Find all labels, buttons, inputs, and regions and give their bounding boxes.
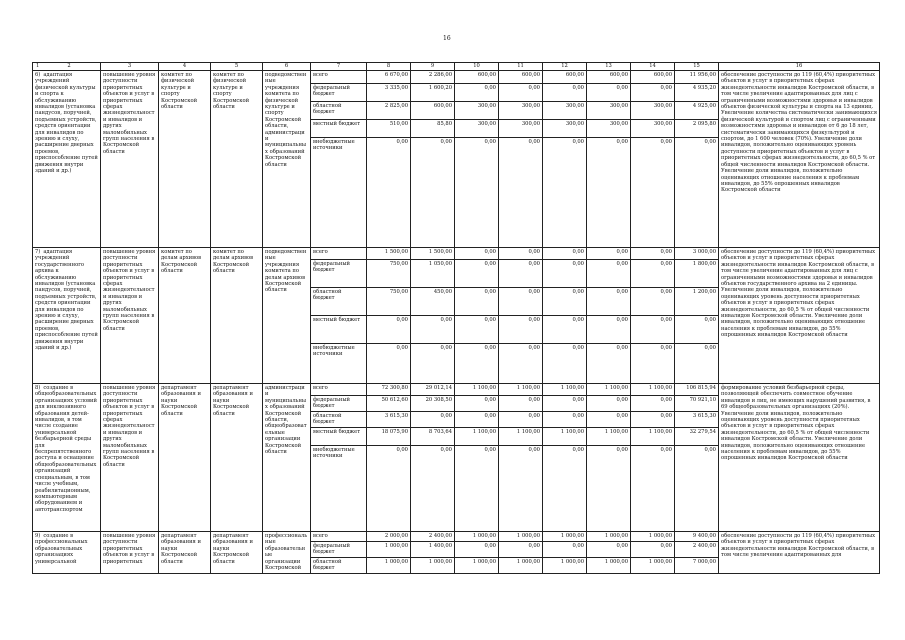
funding-amount: 0,00 — [543, 542, 587, 558]
funding-amount: 0,00 — [631, 288, 675, 316]
funding-amount: 3 615,30 — [367, 412, 411, 428]
funding-amount: 0,00 — [587, 446, 631, 532]
funding-amount: 1 100,00 — [499, 384, 543, 396]
finance-row — [33, 248, 880, 260]
activity-goal: повышение уровня доступности приоритетных объектов и услуг в приоритетных — [101, 532, 159, 574]
funding-amount: 1 100,00 — [543, 428, 587, 446]
funding-amount: 0,00 — [499, 260, 543, 288]
funding-amount: 300,00 — [499, 120, 543, 138]
funding-source: местный бюджет — [311, 120, 367, 138]
funding-amount: 32 279,54 — [675, 428, 719, 446]
funding-amount: 0,00 — [543, 288, 587, 316]
funding-amount: 1 100,00 — [587, 428, 631, 446]
column-number-header: 13 — [587, 63, 631, 71]
funding-amount: 0,00 — [587, 396, 631, 412]
funding-amount: 0,00 — [543, 344, 587, 384]
funding-amount: 1 000,00 — [543, 532, 587, 542]
funding-source: областной бюджет — [311, 557, 367, 573]
funding-amount: 0,00 — [499, 288, 543, 316]
column-number: 1 — [36, 63, 40, 69]
column-number-header: 6 — [263, 63, 311, 71]
funding-amount: 0,00 — [499, 138, 543, 248]
funding-amount: 0,00 — [455, 446, 499, 532]
funding-amount: 0,00 — [455, 344, 499, 384]
expected-result: обеспечение доступности до 119 (60,4%) приоритетных объектов и услуг в приоритетных сферах жизнедеятельности инвалидов Костромской области, в том числе увеличение адаптированных для — [719, 532, 880, 574]
funding-amount: 1 000,00 — [455, 557, 499, 573]
funding-amount: 70 921,10 — [675, 396, 719, 412]
activity-goal: повышение уровня доступности приоритетных объектов и услуг в приоритетных сферах жизнедеятельности инвалидов и других маломобильных групп населения в Костромской области — [101, 71, 159, 248]
funding-amount: 2 400,00 — [675, 542, 719, 558]
funding-amount: 20 308,50 — [411, 396, 455, 412]
funding-amount: 600,00 — [631, 71, 675, 84]
funding-amount: 2 095,80 — [675, 120, 719, 138]
funding-amount: 1 000,00 — [499, 557, 543, 573]
funding-source: федеральный бюджет — [311, 84, 367, 102]
activity-number: 6) — [35, 72, 41, 78]
funding-amount: 18 075,90 — [367, 428, 411, 446]
funding-amount: 0,00 — [367, 138, 411, 248]
funding-amount: 0,00 — [455, 138, 499, 248]
funding-amount: 2 000,00 — [367, 532, 411, 542]
funding-amount: 300,00 — [587, 120, 631, 138]
funding-amount: 0,00 — [587, 344, 631, 384]
funding-amount: 0,00 — [499, 396, 543, 412]
funding-amount: 1 000,00 — [411, 557, 455, 573]
funding-amount: 0,00 — [587, 316, 631, 344]
funding-amount: 1 000,00 — [631, 557, 675, 573]
activity-resp: департамент образования и науки Костромской области — [211, 532, 263, 574]
funding-amount: 0,00 — [631, 138, 675, 248]
activity-resp: комитет по делам архивов Костромской области — [211, 248, 263, 384]
funding-amount: 0,00 — [587, 288, 631, 316]
funding-amount: 600,00 — [411, 102, 455, 120]
funding-amount: 1 100,00 — [455, 428, 499, 446]
funding-source: федеральный бюджет — [311, 260, 367, 288]
activity-goal: повышение уровня доступности приоритетных объектов и услуг в приоритетных сферах жизнедеятельности инвалидов и других маломобильных групп населения в Костромской области — [101, 248, 159, 384]
funding-amount: 1 500,00 — [367, 248, 411, 260]
funding-amount: 0,00 — [543, 248, 587, 260]
funding-amount: 0,00 — [411, 446, 455, 532]
activity-partic: администрации муниципальных образований Костромской области, общеобразовательные организации Костромской области — [263, 384, 311, 532]
column-number-header: 14 — [631, 63, 675, 71]
expected-result: обеспечение доступности до 119 (60,4%) приоритетных объектов и услуг в приоритетных сферах жизнедеятельности инвалидов Костромской области, в том числе увеличение адаптированных для лиц с ограниченными возможностями здоровья и инвалидов объектов физической культуры и спорта на 13 единиц. Увеличение количества систематически занимающихся физической культурой и спортом лиц с ограниченными возможностями здоровья и инвалидов от 6 до 18 лет, систематически занимающихся физкультурой и спортом, до 1 600 человек (70%). Увеличение доли инвалидов, положительно оценивающих уровень доступности приоритетных объектов и услуг в приоритетных сферах жизнедеятельности, до 60,5 % от общей численности инвалидов Костромской области. Увеличение доли инвалидов, положительно оценивающих отношение населения к проблемам инвалидов, до 55% опрошенных инвалидов Костромской области — [719, 71, 880, 248]
funding-amount: 6 670,00 — [367, 71, 411, 84]
funding-amount: 0,00 — [455, 316, 499, 344]
funding-amount: 300,00 — [499, 102, 543, 120]
funding-amount: 3 000,00 — [675, 248, 719, 260]
activity-name-cell — [33, 384, 101, 532]
finance-row — [33, 71, 880, 84]
funding-amount: 0,00 — [455, 412, 499, 428]
funding-source: федеральный бюджет — [311, 542, 367, 558]
funding-amount: 2 286,00 — [411, 71, 455, 84]
funding-amount: 0,00 — [587, 248, 631, 260]
column-number-row — [33, 63, 880, 71]
column-number-header: 9 — [411, 63, 455, 71]
funding-amount: 0,00 — [587, 412, 631, 428]
funding-amount: 750,00 — [367, 288, 411, 316]
funding-amount: 0,00 — [587, 138, 631, 248]
funding-amount: 0,00 — [499, 412, 543, 428]
program-activities-table — [32, 62, 880, 574]
funding-amount: 0,00 — [543, 446, 587, 532]
funding-amount: 1 000,00 — [455, 532, 499, 542]
funding-amount: 0,00 — [411, 412, 455, 428]
funding-amount: 0,00 — [543, 396, 587, 412]
funding-amount: 0,00 — [631, 412, 675, 428]
funding-amount: 0,00 — [367, 316, 411, 344]
funding-amount: 300,00 — [543, 102, 587, 120]
funding-amount: 4 935,20 — [675, 84, 719, 102]
funding-amount: 106 815,94 — [675, 384, 719, 396]
funding-amount: 600,00 — [543, 71, 587, 84]
funding-amount: 0,00 — [631, 542, 675, 558]
activity-partic: подведомственные учреждения комитета по физической культуре и спорту Костромской области, администрации муниципальных образований Костромской области — [263, 71, 311, 248]
funding-amount: 0,00 — [455, 84, 499, 102]
funding-amount: 300,00 — [631, 102, 675, 120]
funding-amount: 1 100,00 — [631, 384, 675, 396]
funding-amount: 0,00 — [675, 138, 719, 248]
funding-amount: 0,00 — [455, 288, 499, 316]
funding-amount: 0,00 — [455, 396, 499, 412]
activity-name-cell — [33, 532, 101, 574]
column-number-header: 5 — [211, 63, 263, 71]
activity-name: создание в профессиональных образовательных организациях универсальной — [35, 533, 88, 565]
funding-amount: 0,00 — [543, 84, 587, 102]
funding-amount: 1 000,00 — [587, 532, 631, 542]
funding-amount: 2 400,00 — [411, 532, 455, 542]
funding-amount: 0,00 — [631, 84, 675, 102]
page-number: 16 — [443, 35, 451, 42]
funding-source: внебюджетные источники — [311, 446, 367, 532]
funding-amount: 0,00 — [631, 396, 675, 412]
finance-row — [33, 384, 880, 396]
activity-name: адаптация учреждений физической культуры и спорта к обслуживанию инвалидов (установка пандусов, поручней, подъемных устройств, средств ориентации для инвалидов по зрению и слуху, расширение дверных проемов, приспособление путей движения внутри зданий и др.) — [35, 72, 98, 175]
funding-amount: 300,00 — [455, 102, 499, 120]
funding-amount: 0,00 — [543, 412, 587, 428]
funding-amount: 0,00 — [499, 446, 543, 532]
funding-amount: 0,00 — [631, 260, 675, 288]
funding-source: местный бюджет — [311, 316, 367, 344]
funding-amount: 0,00 — [675, 316, 719, 344]
funding-amount: 1 000,00 — [367, 542, 411, 558]
activity-name-cell — [33, 248, 101, 384]
funding-source: всего — [311, 532, 367, 542]
funding-amount: 300,00 — [543, 120, 587, 138]
funding-amount: 600,00 — [455, 71, 499, 84]
activity-name-cell — [33, 71, 101, 248]
funding-amount: 4 925,00 — [675, 102, 719, 120]
column-number-header: 8 — [367, 63, 411, 71]
column-number-header: 16 — [719, 63, 880, 71]
funding-amount: 0,00 — [631, 316, 675, 344]
funding-amount: 0,00 — [411, 344, 455, 384]
funding-amount: 1 100,00 — [631, 428, 675, 446]
funding-amount: 0,00 — [675, 446, 719, 532]
column-number-header: 10 — [455, 63, 499, 71]
funding-source: областной бюджет — [311, 412, 367, 428]
funding-amount: 0,00 — [587, 260, 631, 288]
funding-source: федеральный бюджет — [311, 396, 367, 412]
funding-source: всего — [311, 248, 367, 260]
funding-amount: 0,00 — [455, 542, 499, 558]
activity-name: адаптация учреждений государственного архива к обслуживанию инвалидов (установка пандусов, поручней, подъемных устройств, средств ориентации для инвалидов по зрению и слуху, расширение дверных проемов, приспособление путей движения внутри зданий и др.) — [35, 249, 98, 352]
funding-amount: 72 300,80 — [367, 384, 411, 396]
funding-amount: 300,00 — [631, 120, 675, 138]
funding-amount: 600,00 — [499, 71, 543, 84]
funding-source: всего — [311, 71, 367, 84]
funding-amount: 3 335,00 — [367, 84, 411, 102]
funding-source: внебюджетные источники — [311, 344, 367, 384]
funding-amount: 1 100,00 — [587, 384, 631, 396]
funding-amount: 85,80 — [411, 120, 455, 138]
activity-partic: подведомственные учреждения комитета по делам архивов Костромской области — [263, 248, 311, 384]
funding-amount: 1 000,00 — [543, 557, 587, 573]
expected-result: формирование условий безбарьерной среды, позволяющей обеспечить совместное обучение инвалидов и лиц, не имеющих нарушений развития, в 69 общеобразовательных организациях (20%). Увеличение доли инвалидов, положительно оценивающих уровень доступности приоритетных объектов и услуг в приоритетных сферах жизнедеятельности, до 60,5 % от общей численности инвалидов Костромской области. Увеличение доли инвалидов, положительно оценивающих отношение населения к проблемам инвалидов, до 55% опрошенных инвалидов Костромской области — [719, 384, 880, 532]
activity-exec: комитет по делам архивов Костромской области — [159, 248, 211, 384]
column-number-header — [33, 63, 101, 71]
funding-amount: 11 956,00 — [675, 71, 719, 84]
funding-amount: 0,00 — [631, 344, 675, 384]
funding-amount: 0,00 — [411, 316, 455, 344]
funding-amount: 1 100,00 — [499, 428, 543, 446]
funding-amount: 1 000,00 — [587, 557, 631, 573]
funding-amount: 0,00 — [587, 542, 631, 558]
activity-exec: комитет по физической культуре и спорту Костромской области — [159, 71, 211, 248]
funding-amount: 3 615,30 — [675, 412, 719, 428]
column-number-header: 4 — [159, 63, 211, 71]
funding-amount: 1 100,00 — [543, 384, 587, 396]
funding-amount: 0,00 — [631, 248, 675, 260]
activity-goal: повышение уровня доступности приоритетных объектов и услуг в приоритетных сферах жизнедеятельности инвалидов и других маломобильных групп населения в Костромской области — [101, 384, 159, 532]
column-number: 2 — [67, 63, 71, 69]
funding-amount: 0,00 — [367, 344, 411, 384]
funding-amount: 750,00 — [367, 260, 411, 288]
column-number-header: 11 — [499, 63, 543, 71]
funding-amount: 0,00 — [411, 138, 455, 248]
funding-amount: 29 012,14 — [411, 384, 455, 396]
activity-number: 7) — [35, 249, 41, 255]
column-number-header: 12 — [543, 63, 587, 71]
column-number-header: 7 — [311, 63, 367, 71]
activity-resp: департамент образования и науки Костромской области — [211, 384, 263, 532]
funding-amount: 1 400,00 — [411, 542, 455, 558]
activity-exec: департамент образования и науки Костромской области — [159, 532, 211, 574]
expected-result: обеспечение доступности до 119 (60,4%) приоритетных объектов и услуг в приоритетных сферах жизнедеятельности инвалидов Костромской области, в том числе увеличение адаптированных для лиц с ограниченными возможностями здоровья и инвалидов объектов государственного архива на 2 единицы. Увеличение доли инвалидов, положительно оценивающих уровень доступности приоритетных объектов и услуг в приоритетных сферах жизнедеятельности, до 60,5 % от общей численности инвалидов Костромской области. Увеличение доли инвалидов, положительно оценивающих отношение населения к проблемам инвалидов, до 55% опрошенных инвалидов Костромской области — [719, 248, 880, 384]
funding-amount: 2 825,00 — [367, 102, 411, 120]
column-number-header: 15 — [675, 63, 719, 71]
activity-name: создание в общеобразовательных организациях условий для инклюзивного образования детей-инвалидов, в том числе создание универсальной безбарьерной среды для беспрепятственного доступа и оснащение общеобразовательных организаций специальным, в том числе учебным, реабилитационным, компьютерным оборудованием и автотранспортом — [35, 385, 97, 513]
funding-source: внебюджетные источники — [311, 138, 367, 248]
funding-amount: 0,00 — [543, 260, 587, 288]
funding-amount: 0,00 — [455, 260, 499, 288]
funding-amount: 0,00 — [499, 316, 543, 344]
funding-source: областной бюджет — [311, 288, 367, 316]
funding-amount: 7 000,00 — [675, 557, 719, 573]
funding-amount: 300,00 — [455, 120, 499, 138]
funding-amount: 1 000,00 — [631, 532, 675, 542]
funding-amount: 1 500,00 — [411, 248, 455, 260]
funding-amount: 1 100,00 — [455, 384, 499, 396]
funding-amount: 9 400,00 — [675, 532, 719, 542]
funding-amount: 8 703,64 — [411, 428, 455, 446]
funding-amount: 0,00 — [543, 138, 587, 248]
column-number-header: 3 — [101, 63, 159, 71]
activity-partic: профессиональные образовательные организации Костромской — [263, 532, 311, 574]
activity-number: 8) — [35, 385, 41, 391]
funding-source: местный бюджет — [311, 428, 367, 446]
funding-amount: 1 600,20 — [411, 84, 455, 102]
activity-resp: комитет по физической культуре и спорту Костромской области — [211, 71, 263, 248]
funding-amount: 510,00 — [367, 120, 411, 138]
funding-source: всего — [311, 384, 367, 396]
funding-amount: 1 800,00 — [675, 260, 719, 288]
funding-amount: 1 200,00 — [675, 288, 719, 316]
funding-source: областной бюджет — [311, 102, 367, 120]
activity-number: 9) — [35, 533, 41, 539]
funding-amount: 0,00 — [499, 84, 543, 102]
funding-amount: 0,00 — [543, 316, 587, 344]
funding-amount: 0,00 — [499, 248, 543, 260]
funding-amount: 1 000,00 — [367, 557, 411, 573]
funding-amount: 0,00 — [455, 248, 499, 260]
funding-amount: 300,00 — [587, 102, 631, 120]
funding-amount: 0,00 — [367, 446, 411, 532]
funding-amount: 600,00 — [587, 71, 631, 84]
funding-amount: 1 000,00 — [499, 532, 543, 542]
funding-amount: 0,00 — [631, 446, 675, 532]
funding-amount: 0,00 — [675, 344, 719, 384]
funding-amount: 0,00 — [587, 84, 631, 102]
funding-amount: 1 050,00 — [411, 260, 455, 288]
finance-row — [33, 532, 880, 542]
funding-amount: 0,00 — [499, 344, 543, 384]
funding-amount: 0,00 — [499, 542, 543, 558]
funding-amount: 50 612,60 — [367, 396, 411, 412]
activity-exec: департамент образования и науки Костромской области — [159, 384, 211, 532]
funding-amount: 450,00 — [411, 288, 455, 316]
